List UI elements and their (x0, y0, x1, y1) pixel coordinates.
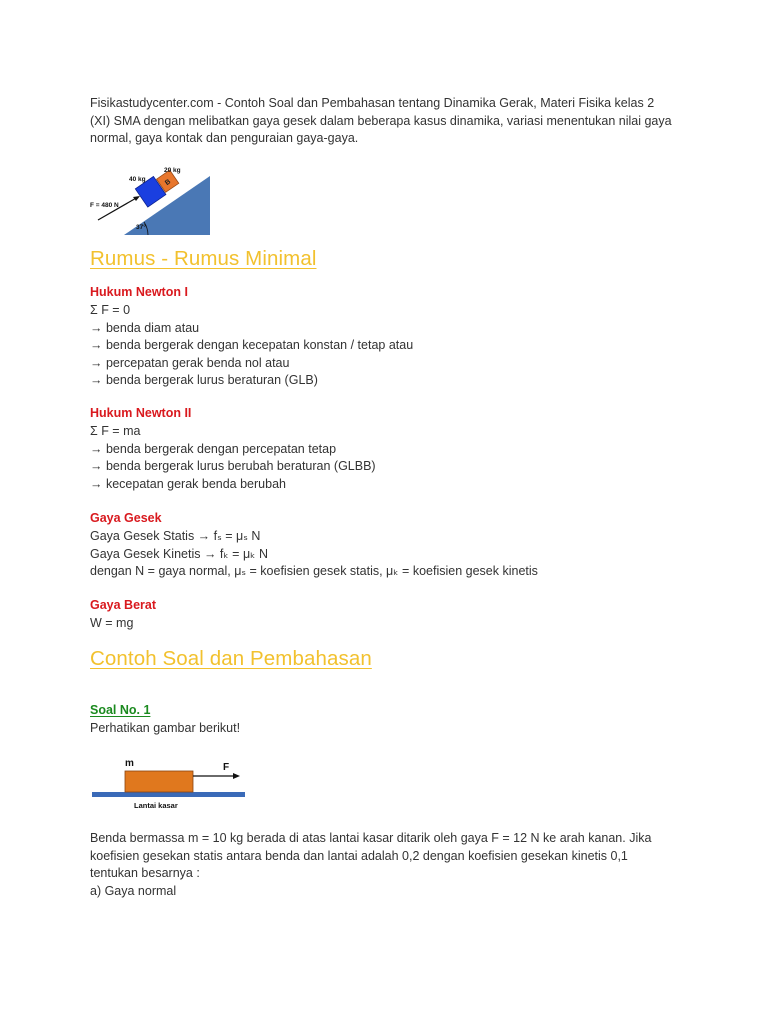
force-label: F = 480 N (90, 202, 119, 209)
newton1-lines (90, 302, 690, 390)
berat-lines (90, 615, 690, 633)
newton1-line: → percepatan gerak benda nol atau (90, 355, 290, 370)
berat-heading: Gaya Berat (90, 598, 157, 612)
newton2-line: → kecepatan gerak benda berubah (90, 476, 286, 491)
newton1-line: Σ F = 0 (90, 303, 131, 317)
incline-figure (88, 160, 218, 235)
mass-block (125, 771, 193, 792)
gesek-heading: Gaya Gesek (90, 511, 162, 525)
berat-line: W = mg (90, 616, 134, 630)
soal1-line: tentukan besarnya : (90, 866, 200, 880)
intro-line: (XI) SMA dengan melibatkan gaya gesek dalam beberapa kasus dinamika, variasi menentukan nilai gaya (90, 113, 672, 128)
newton2-lines (90, 423, 690, 493)
gesek-line: dengan N = gaya normal, μₛ = koefisien gesek statis, μₖ = koefisien gesek kinetis (90, 564, 538, 578)
gesek-line: Gaya Gesek Statis → fₛ = μₛ N (90, 529, 261, 543)
intro-paragraph (90, 95, 690, 148)
newton2-line: → benda bergerak lurus berubah beraturan (GLBB) (90, 459, 376, 473)
newton1-line: → benda bergerak lurus beraturan (GLB) (90, 373, 318, 387)
floor-figure (90, 754, 250, 810)
floor-label: Lantai kasar (134, 801, 178, 810)
newton2-line: → benda bergerak dengan percepatan tetap (90, 441, 337, 456)
soal1-line: a) Gaya normal (90, 883, 177, 898)
mass-label: m (125, 758, 134, 769)
soal1-prompt: Perhatikan gambar berikut! (90, 721, 241, 735)
gesek-lines (90, 528, 690, 581)
newton2-line: Σ F = ma (90, 424, 141, 438)
angle-label: 37° (136, 224, 146, 231)
soal1-line: koefisien gesekan statis antara benda dan lantai adalah 0,2 dengan koefisien gesekan kinetis 0,1 (90, 848, 628, 863)
gesek-line: Gaya Gesek Kinetis → fₖ = μₖ N (90, 546, 268, 561)
force-arrowhead-2 (233, 773, 240, 779)
soal1-line: Benda bermassa m = 10 kg berada di atas lantai kasar ditarik oleh gaya F = 12 N ke arah kanan. Jika (90, 831, 652, 845)
newton1-heading: Hukum Newton I (90, 285, 188, 299)
newton1-line: → benda bergerak dengan kecepatan konstan / tetap atau (90, 338, 414, 352)
mass-b-label: 20 kg (164, 167, 181, 174)
block-b-label: B (164, 178, 173, 188)
soal1-title: Soal No. 1 (90, 703, 151, 717)
mass-a-label: 40 kg (129, 176, 146, 183)
newton1-line: → benda diam atau (90, 320, 200, 335)
soal1-body (90, 830, 690, 900)
newton2-heading: Hukum Newton II (90, 406, 192, 420)
force-label-2: F (223, 762, 230, 773)
section-heading-contoh: Contoh Soal dan Pembahasan (90, 647, 372, 670)
floor (92, 792, 245, 797)
force-arrowhead (133, 196, 140, 201)
intro-line: normal, gaya kontak dan penguraian gaya-gaya. (90, 131, 359, 145)
section-heading-rumus: Rumus - Rumus Minimal (90, 247, 317, 270)
intro-line: Fisikastudycenter.com - Contoh Soal dan Pembahasan tentang Dinamika Gerak, Materi Fisika kelas 2 (90, 96, 655, 110)
